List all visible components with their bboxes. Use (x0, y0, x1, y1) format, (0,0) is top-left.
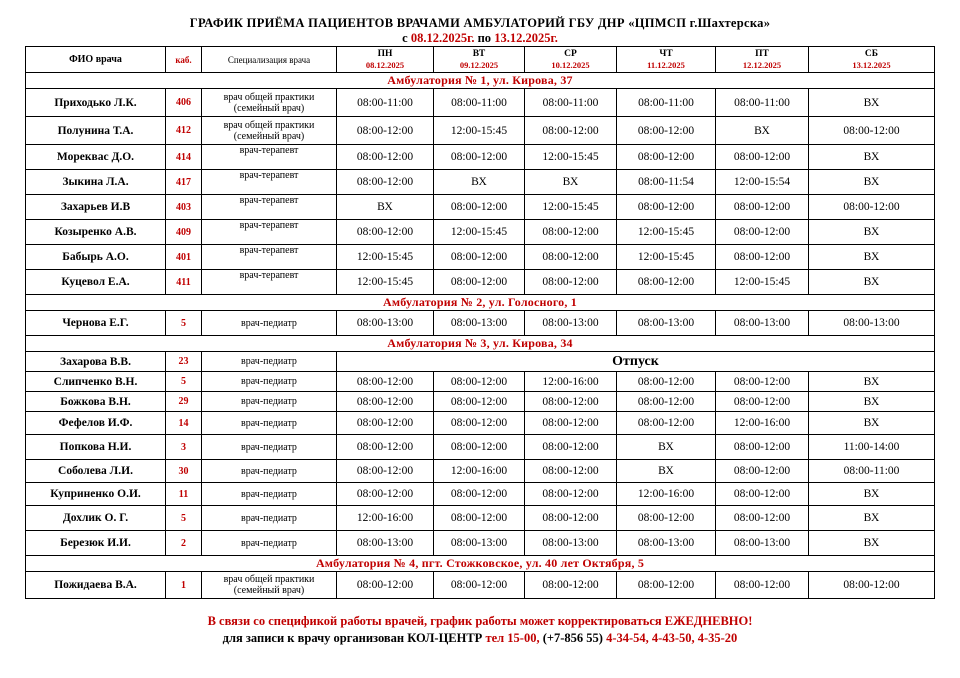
schedule-cell: 08:00-12:00 (617, 572, 716, 599)
doctor-name: Фефелов И.Ф. (26, 412, 166, 435)
schedule-cell: ВХ (809, 372, 935, 392)
schedule-cell: 08:00-12:00 (617, 145, 716, 170)
schedule-cell: 08:00-12:00 (434, 412, 525, 435)
schedule-cell: 08:00-12:00 (337, 220, 434, 245)
schedule-cell: 08:00-12:00 (716, 483, 809, 506)
doctor-specialization: врач-педиатр (202, 435, 337, 460)
column-header-spec: Специализация врача (202, 47, 337, 73)
schedule-cell: 08:00-11:00 (809, 460, 935, 483)
schedule-cell: 08:00-11:00 (525, 89, 617, 117)
doctor-row (26, 460, 935, 483)
doctor-row (26, 392, 935, 412)
schedule-cell: 08:00-12:00 (337, 483, 434, 506)
schedule-cell: 08:00-12:00 (337, 435, 434, 460)
schedule-cell: 08:00-12:00 (617, 117, 716, 145)
doctor-specialization: врач-педиатр (202, 412, 337, 435)
doctor-name: Соболева Л.И. (26, 460, 166, 483)
schedule-cell: 08:00-12:00 (617, 506, 716, 531)
doctor-specialization: врач-педиатр (202, 483, 337, 506)
doctor-name: Бабырь А.О. (26, 245, 166, 270)
schedule-cell: 08:00-13:00 (525, 311, 617, 336)
schedule-cell: 08:00-13:00 (434, 311, 525, 336)
schedule-cell: 08:00-11:54 (617, 170, 716, 195)
cabinet-number: 5 (166, 311, 202, 336)
schedule-cell: 08:00-12:00 (525, 392, 617, 412)
doctor-specialization: врач-терапевт (202, 145, 337, 170)
cabinet-number: 29 (166, 392, 202, 412)
schedule-cell: 08:00-12:00 (337, 460, 434, 483)
cabinet-number: 406 (166, 89, 202, 117)
schedule-cell: 08:00-12:00 (809, 195, 935, 220)
column-header-day (617, 47, 716, 73)
doctor-specialization: врач-педиатр (202, 352, 337, 372)
day-date: 11.12.2025 (647, 59, 685, 70)
schedule-cell: 08:00-13:00 (617, 311, 716, 336)
doctor-specialization: врач-педиатр (202, 460, 337, 483)
schedule-cell: 08:00-12:00 (525, 270, 617, 295)
doctor-name: Полунина Т.А. (26, 117, 166, 145)
column-header-day (809, 47, 935, 73)
schedule-cell: 08:00-12:00 (434, 506, 525, 531)
schedule-cell: 12:00-16:00 (525, 372, 617, 392)
doctor-row (26, 352, 935, 372)
schedule-cell: 08:00-12:00 (337, 170, 434, 195)
doctor-specialization: врач-педиатр (202, 506, 337, 531)
column-header-name: ФИО врача (26, 47, 166, 73)
day-name: СР (564, 48, 577, 59)
schedule-cell: 08:00-13:00 (716, 311, 809, 336)
cabinet-number: 414 (166, 145, 202, 170)
schedule-cell: 12:00-15:54 (716, 170, 809, 195)
schedule-cell: 08:00-12:00 (525, 245, 617, 270)
schedule-cell: 08:00-12:00 (337, 392, 434, 412)
callcenter-line (0, 631, 960, 646)
schedule-cell: 12:00-15:45 (525, 145, 617, 170)
phone-main: тел 15-00, (485, 631, 540, 645)
section-title: Амбулатория № 1, ул. Кирова, 37 (26, 73, 935, 89)
schedule-cell: ВХ (809, 145, 935, 170)
schedule-cell: 08:00-12:00 (716, 245, 809, 270)
schedule-cell: 08:00-12:00 (716, 506, 809, 531)
schedule-cell: 12:00-16:00 (337, 506, 434, 531)
schedule-cell: 08:00-12:00 (716, 372, 809, 392)
schedule-cell: ВХ (434, 170, 525, 195)
cabinet-number: 1 (166, 572, 202, 599)
doctor-row (26, 245, 935, 270)
doctor-row (26, 572, 935, 599)
doctor-row (26, 412, 935, 435)
doctor-name: Зыкина Л.А. (26, 170, 166, 195)
doctor-specialization: врач общей практики (семейный врач) (202, 89, 337, 117)
doctor-specialization: врач-терапевт (202, 220, 337, 245)
cabinet-number: 30 (166, 460, 202, 483)
schedule-cell: 08:00-13:00 (434, 531, 525, 556)
day-name: ВТ (472, 48, 486, 59)
schedule-cell: 12:00-15:45 (716, 270, 809, 295)
schedule-cell: ВХ (809, 392, 935, 412)
period-from-label: с (402, 31, 408, 45)
schedule-cell: 12:00-16:00 (617, 483, 716, 506)
doctor-name: Божкова В.Н. (26, 392, 166, 412)
schedule-cell: 08:00-12:00 (525, 483, 617, 506)
schedule-cell: ВХ (617, 460, 716, 483)
schedule-cell: 12:00-15:45 (337, 270, 434, 295)
day-date: 10.12.2025 (551, 59, 590, 70)
doctor-row (26, 372, 935, 392)
schedule-cell: 08:00-12:00 (434, 195, 525, 220)
schedule-cell: 12:00-15:45 (337, 245, 434, 270)
vacation-cell: Отпуск (337, 352, 935, 372)
schedule-cell: 08:00-12:00 (525, 460, 617, 483)
cabinet-number: 401 (166, 245, 202, 270)
section-row (26, 295, 935, 311)
doctor-row (26, 531, 935, 556)
doctor-name: Приходько Л.К. (26, 89, 166, 117)
schedule-cell: ВХ (525, 170, 617, 195)
cabinet-number: 412 (166, 117, 202, 145)
section-title: Амбулатория № 2, ул. Голосного, 1 (26, 295, 935, 311)
doctor-row (26, 506, 935, 531)
schedule-cell: 08:00-12:00 (434, 483, 525, 506)
column-header-day (434, 47, 525, 73)
schedule-cell: 08:00-13:00 (525, 531, 617, 556)
schedule-cell: 08:00-12:00 (525, 220, 617, 245)
schedule-cell: 08:00-12:00 (434, 435, 525, 460)
doctor-name: Куприненко О.И. (26, 483, 166, 506)
schedule-cell: 08:00-12:00 (617, 270, 716, 295)
schedule-cell: 08:00-12:00 (617, 392, 716, 412)
schedule-cell: ВХ (809, 170, 935, 195)
doctor-row (26, 117, 935, 145)
doctor-name: Попкова Н.И. (26, 435, 166, 460)
cabinet-number: 417 (166, 170, 202, 195)
schedule-cell: 08:00-12:00 (716, 435, 809, 460)
schedule-cell: 08:00-12:00 (434, 245, 525, 270)
schedule-cell: 08:00-12:00 (525, 412, 617, 435)
document-title: ГРАФИК ПРИЁМА ПАЦИЕНТОВ ВРАЧАМИ АМБУЛАТОРИЙ ГБУ ДНР «ЦПМСП г.Шахтерска» (189, 16, 771, 30)
doctor-specialization: врач общей практики (семейный врач) (202, 572, 337, 599)
schedule-cell: 08:00-13:00 (337, 311, 434, 336)
schedule-cell: 08:00-12:00 (716, 195, 809, 220)
cabinet-number: 409 (166, 220, 202, 245)
schedule-cell: 08:00-12:00 (434, 145, 525, 170)
schedule-cell: 08:00-13:00 (617, 531, 716, 556)
cabinet-number: 11 (166, 483, 202, 506)
day-date: 12.12.2025 (742, 59, 782, 70)
doctor-row (26, 195, 935, 220)
cabinet-number: 14 (166, 412, 202, 435)
doctor-specialization: врач-педиатр (202, 372, 337, 392)
schedule-cell: 08:00-12:00 (434, 392, 525, 412)
doctor-name: Мореквас Д.О. (26, 145, 166, 170)
callcenter-label: для записи к врачу организован КОЛ-ЦЕНТР (222, 631, 483, 645)
doctor-row (26, 435, 935, 460)
doctor-name: Куцевол Е.А. (26, 270, 166, 295)
cabinet-number: 5 (166, 372, 202, 392)
schedule-cell: 12:00-16:00 (716, 412, 809, 435)
cabinet-number: 5 (166, 506, 202, 531)
schedule-cell: ВХ (337, 195, 434, 220)
day-date: 13.12.2025 (852, 59, 891, 70)
schedule-cell: 08:00-12:00 (525, 435, 617, 460)
schedule-cell: ВХ (809, 89, 935, 117)
schedule-cell: ВХ (809, 220, 935, 245)
phone-list: 4-34-54, 4-43-50, 4-35-20 (606, 631, 738, 645)
schedule-cell: 08:00-13:00 (337, 531, 434, 556)
day-name: ПН (377, 48, 393, 59)
doctor-row (26, 220, 935, 245)
schedule-cell: 08:00-12:00 (617, 195, 716, 220)
column-header-day (525, 47, 617, 73)
schedule-cell: 12:00-15:45 (434, 220, 525, 245)
doctor-name: Слипченко В.Н. (26, 372, 166, 392)
period-from-date: 08.12.2025г. (410, 31, 475, 45)
schedule-cell: ВХ (809, 483, 935, 506)
doctor-row (26, 145, 935, 170)
day-name: ЧТ (659, 48, 673, 59)
schedule-cell: 08:00-12:00 (809, 572, 935, 599)
schedule-cell: 08:00-12:00 (434, 572, 525, 599)
doctor-specialization: врач-педиатр (202, 311, 337, 336)
schedule-cell: 08:00-12:00 (337, 117, 434, 145)
schedule-cell: 08:00-12:00 (434, 270, 525, 295)
schedule-cell: 08:00-12:00 (716, 145, 809, 170)
section-row (26, 336, 935, 352)
section-row (26, 73, 935, 89)
schedule-cell: 08:00-12:00 (716, 220, 809, 245)
schedule-body (26, 73, 935, 599)
period-to-label: по (477, 31, 492, 45)
schedule-cell: 08:00-12:00 (337, 145, 434, 170)
doctor-specialization: врач-терапевт (202, 195, 337, 220)
day-date: 08.12.2025 (365, 59, 405, 70)
schedule-cell: 08:00-12:00 (716, 460, 809, 483)
schedule-cell: ВХ (809, 270, 935, 295)
schedule-cell: 08:00-13:00 (716, 531, 809, 556)
doctor-specialization: врач-терапевт (202, 245, 337, 270)
doctor-name: Захарова В.В. (26, 352, 166, 372)
schedule-cell: 12:00-15:45 (434, 117, 525, 145)
section-title: Амбулатория № 4, пгт. Стожковское, ул. 40 лет Октября, 5 (26, 556, 935, 572)
cabinet-number: 2 (166, 531, 202, 556)
schedule-cell: ВХ (809, 412, 935, 435)
cabinet-number: 23 (166, 352, 202, 372)
schedule-cell: 08:00-11:00 (716, 89, 809, 117)
schedule-cell: 08:00-12:00 (525, 572, 617, 599)
doctor-row (26, 311, 935, 336)
doctor-specialization: врач-терапевт (202, 170, 337, 195)
section-title: Амбулатория № 3, ул. Кирова, 34 (26, 336, 935, 352)
day-name: ПТ (755, 48, 769, 59)
schedule-cell: 12:00-15:45 (617, 220, 716, 245)
schedule-cell: 08:00-11:00 (617, 89, 716, 117)
doctor-name: Чернова Е.Г. (26, 311, 166, 336)
doctor-name: Козыренко А.В. (26, 220, 166, 245)
cabinet-number: 411 (166, 270, 202, 295)
doctor-row (26, 483, 935, 506)
doctor-specialization: врач-педиатр (202, 392, 337, 412)
doctor-specialization: врач-терапевт (202, 270, 337, 295)
schedule-table (25, 46, 935, 599)
schedule-cell: ВХ (617, 435, 716, 460)
doctor-specialization: врач общей практики (семейный врач) (202, 117, 337, 145)
schedule-cell: 12:00-15:45 (525, 195, 617, 220)
schedule-cell: 08:00-12:00 (716, 572, 809, 599)
doctor-row (26, 170, 935, 195)
doctor-name: Пожидаева В.А. (26, 572, 166, 599)
schedule-cell: 08:00-12:00 (434, 372, 525, 392)
schedule-cell: ВХ (809, 245, 935, 270)
schedule-cell: 08:00-12:00 (617, 412, 716, 435)
schedule-cell: 08:00-12:00 (525, 506, 617, 531)
phone-code: (+7-856 55) (542, 631, 603, 645)
schedule-cell: 11:00-14:00 (809, 435, 935, 460)
schedule-cell: 08:00-13:00 (809, 311, 935, 336)
schedule-cell: 12:00-15:45 (617, 245, 716, 270)
column-header-cabinet: каб. (166, 47, 202, 73)
period-line (0, 31, 960, 46)
section-row (26, 556, 935, 572)
schedule-cell: 08:00-12:00 (716, 392, 809, 412)
schedule-cell: 08:00-12:00 (337, 412, 434, 435)
schedule-cell: 08:00-12:00 (337, 372, 434, 392)
column-header-day (337, 47, 434, 73)
doctor-name: Березюк И.И. (26, 531, 166, 556)
schedule-cell: ВХ (809, 506, 935, 531)
schedule-cell: 08:00-12:00 (525, 117, 617, 145)
schedule-cell: 08:00-12:00 (617, 372, 716, 392)
doctor-row (26, 89, 935, 117)
doctor-specialization: врач-педиатр (202, 531, 337, 556)
column-header-day (716, 47, 809, 73)
period-to-date: 13.12.2025г. (494, 31, 558, 45)
doctor-name: Захарьев И.В (26, 195, 166, 220)
day-date: 09.12.2025 (459, 59, 499, 70)
doctor-row (26, 270, 935, 295)
schedule-cell: ВХ (716, 117, 809, 145)
notice-text: В связи со спецификой работы врачей, график работы может корректироваться ЕЖЕДНЕВНО! (207, 614, 753, 628)
cabinet-number: 403 (166, 195, 202, 220)
schedule-cell: 08:00-11:00 (337, 89, 434, 117)
cabinet-number: 3 (166, 435, 202, 460)
schedule-cell: 12:00-16:00 (434, 460, 525, 483)
schedule-cell: ВХ (809, 531, 935, 556)
doctor-name: Дохлик О. Г. (26, 506, 166, 531)
schedule-cell: 08:00-12:00 (809, 117, 935, 145)
schedule-cell: 08:00-11:00 (434, 89, 525, 117)
header-row (26, 47, 935, 73)
day-name: СБ (864, 48, 879, 59)
schedule-cell: 08:00-12:00 (337, 572, 434, 599)
